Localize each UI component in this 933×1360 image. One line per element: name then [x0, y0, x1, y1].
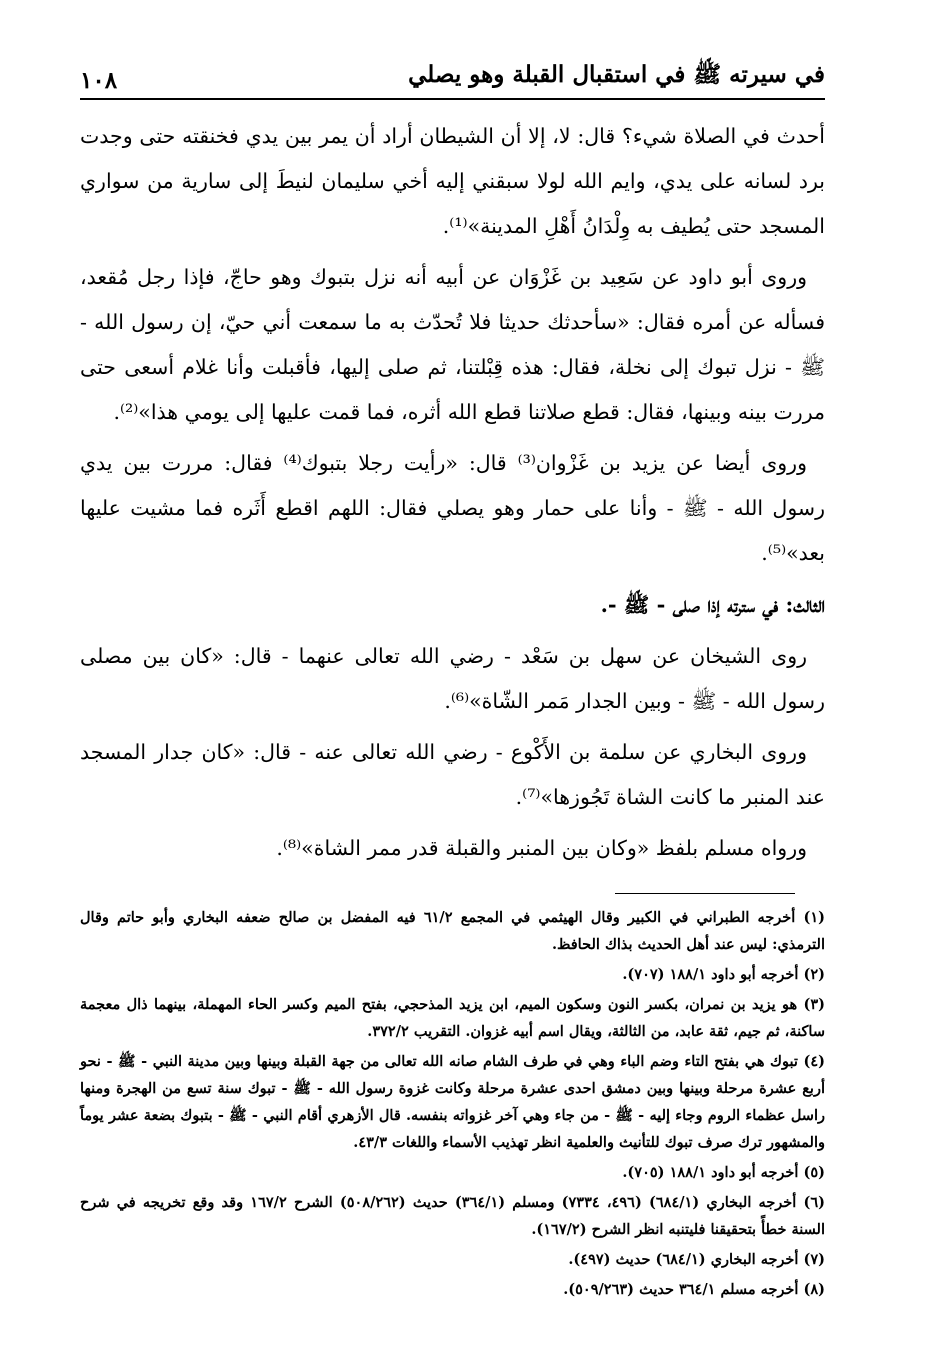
page — [80, 50, 825, 1306]
paragraph-5: وروى البخاري عن سلمة بن الأَكْوع - رضي الله تعالى عنه - قال: «كان جدار المسجد عند المنبر ما كانت الشاة تَجُوزها»⁽⁷⁾. — [80, 740, 825, 809]
footnote-4: (٤) تبوك هي بفتح التاء وضم الباء وهي في طرف الشام صانه الله تعالى من جهة القبلة وبينها وبين مدينة النبي - ﷺ - نحو أربع عشرة مرحلة وبينها وبين دمشق احدى عشرة مرحلة وكانت غزوة رسول الله - ﷺ - تبوك سنة تسع من الهجرة ومنها راسل عظماء الروم وجاء إليه - ﷺ - من جاء وهي آخر غزواته بنفسه. قال الأزهري أقام النبي - ﷺ - بتبوك بضعة عشر يوماً والمشهور ترك صرف تبوك للتأنيث والعلمية انظر تهذيب الأسماء واللغات ٤٣/٣. — [80, 1053, 825, 1151]
footnote-6: (٦) أخرجه البخاري (٦٨٤/١) (٤٩٦، ٧٣٣٤) ومسلم (٣٦٤/١) حديث (٥٠٨/٢٦٢) الشرح ١٦٧/٢ وقد وقع تخريجه في شرح السنة خطأً بتحقيقنا فليتنبه انظر الشرح (١٦٧/٢). — [80, 1194, 826, 1238]
chapter-title: في سيرته ﷺ في استقبال القبلة وهو يصلي — [408, 61, 825, 88]
paragraph-4: روى الشيخان عن سهل بن سَعْد - رضي الله تعالى عنهما - قال: «كان بين مصلى رسول الله - ﷺ - وبين الجدار مَمر الشّاة»⁽⁶⁾. — [80, 644, 825, 713]
paragraph-2: وروى أبو داود عن سَعِيد بن غَزْوَان عن أبيه أنه نزل بتبوك وهو حاجّ، فإذا رجل مُقعد، فسأله عن أمره فقال: «سأحدثك حديثا فلا تُحدّث به ما سمعت أني حيّ، إن رسول الله - ﷺ - نزل تبوك إلى نخلة، فقال: هذه قِبْلتنا، ثم صلى إليها، فأقبلت وأنا غلام أسعى حتى مررت بينه وبينها، فقال: قطع صلاتنا قطع الله أثره، فما قمت عليها إلى يومي هذا»⁽²⁾. — [80, 265, 825, 424]
paragraph-3: وروى أيضا عن يزيد بن غَزْوان⁽³⁾ قال: «رأيت رجلا بتبوك⁽⁴⁾ فقال: مررت بين يدي رسول الله - ﷺ - وأنا على حمار وهو يصلي فقال: اللهم اقطع أَثَره فما مشيت عليها بعد»⁽⁵⁾. — [80, 451, 825, 565]
footnote-7: (٧) أخرجه البخاري (٦٨٤/١) حديث (٤٩٧). — [568, 1251, 825, 1268]
running-header — [80, 50, 825, 100]
footnote-1: (١) أخرجه الطبراني في الكبير وقال الهيثمي في المجمع ٦١/٢ فيه المفضل بن صالح ضعفه البخاري وأبو حاتم وقال الترمذي: ليس عند أهل الحديث بذاك الحافظ. — [80, 909, 825, 953]
footnote-2: (٢) أخرجه أبو داود ١٨٨/١ (٧٠٧). — [622, 966, 825, 983]
body-text — [80, 114, 825, 871]
footnote-separator — [615, 893, 795, 894]
page-number: ١٠٨ — [80, 67, 118, 94]
section-heading: الثالث: في سترته إذا صلى - ﷺ -. — [600, 592, 825, 617]
footnote-3: (٣) هو يزيد بن نمران، بكسر النون وسكون الميم، ابن يزيد المذحجي، بفتح الميم وكسر الحاء المهملة، بينهما ذال معجمة ساكنة، ثم جيم، ثقة عابد، من الثالثة، ويقال اسم أبيه غزوان. التقريب ٣٧٢/٢. — [80, 996, 825, 1040]
paragraph-1: أحدث في الصلاة شيء؟ قال: لا، إلا أن الشيطان أراد أن يمر بين يدي فخنقته حتى وجدت برد لسانه على يدي، وايم الله لولا سبقني إليه أخي سليمان لنيطَ إلى سارية من سواري المسجد حتى يُطيف به وِلْدَانُ أَهْلِ المدينة»⁽¹⁾. — [80, 124, 825, 238]
footnotes — [80, 904, 825, 1303]
paragraph-6: ورواه مسلم بلفظ «وكان بين المنبر والقبلة قدر ممر الشاة»⁽⁸⁾. — [276, 836, 807, 860]
footnote-5: (٥) أخرجه أبو داود ١٨٨/١ (٧٠٥). — [622, 1164, 825, 1181]
footnote-8: (٨) أخرجه مسلم ٣٦٤/١ حديث (٥٠٩/٢٦٣). — [563, 1281, 825, 1298]
